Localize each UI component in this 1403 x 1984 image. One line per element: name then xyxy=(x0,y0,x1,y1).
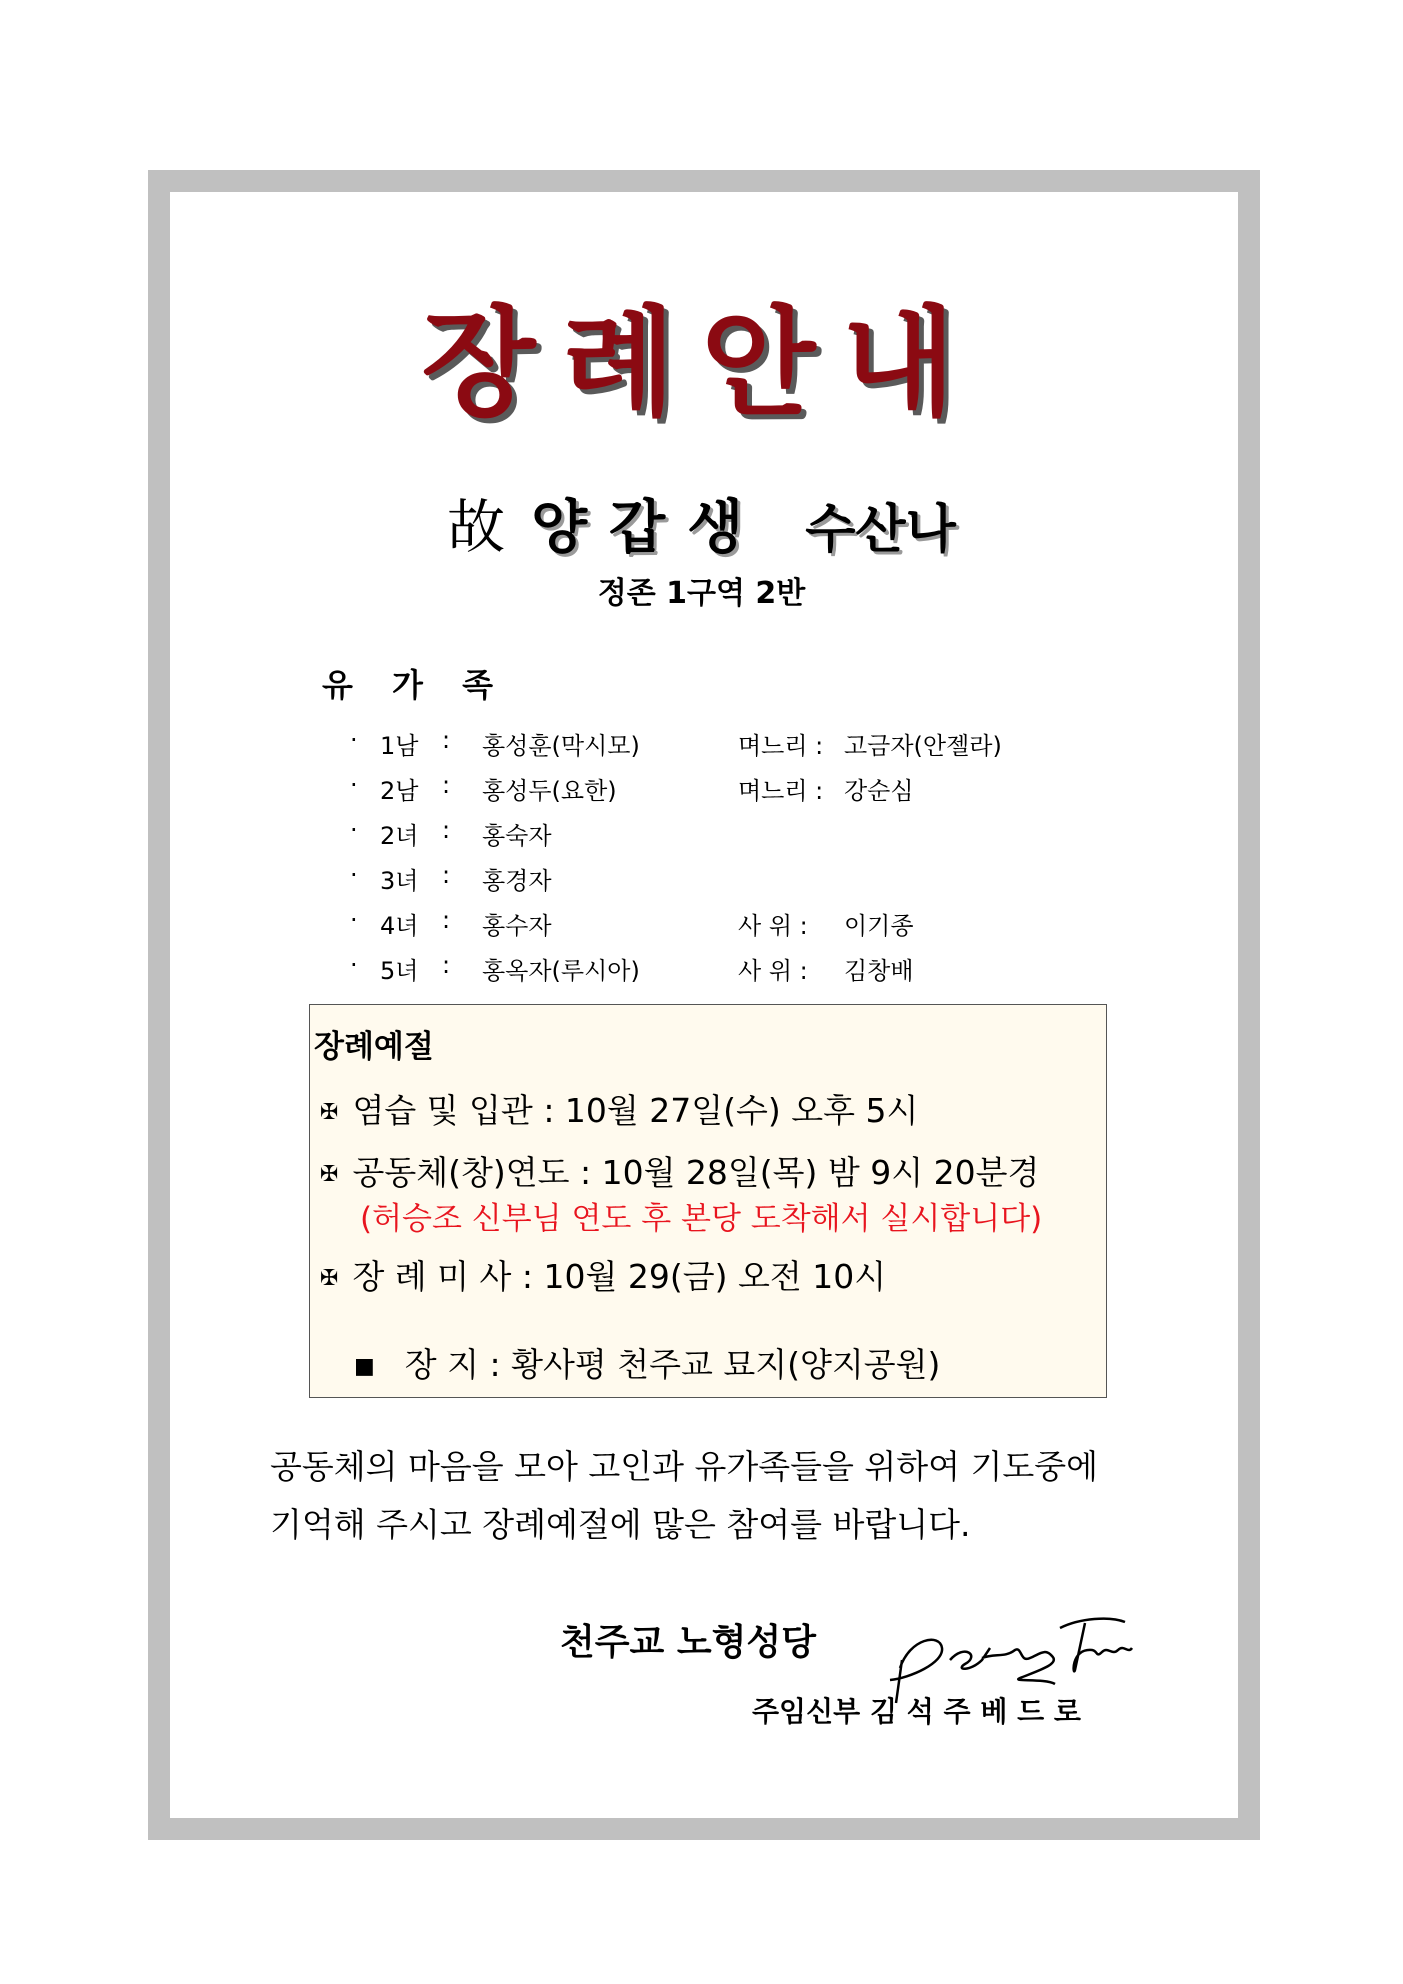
list-bullet: · xyxy=(350,771,358,799)
family-row xyxy=(350,951,1050,991)
burial-place xyxy=(354,1339,940,1386)
rites-title: 장례예절 xyxy=(314,1029,434,1065)
family-relation: 4녀 xyxy=(380,912,419,940)
funeral-rites-box xyxy=(309,1004,1107,1398)
list-bullet: · xyxy=(350,726,358,754)
family-relation: 1남 xyxy=(380,732,419,760)
family-name: 홍성두(요한) xyxy=(482,777,617,805)
list-bullet: · xyxy=(350,906,358,934)
deceased-prefix: 故 xyxy=(447,493,506,561)
list-bullet: · xyxy=(350,861,358,889)
family-relation: 5녀 xyxy=(380,957,419,985)
cross-icon: ✠ xyxy=(320,1162,339,1187)
family-row xyxy=(350,771,1050,811)
deceased-saint-name: 수산나 xyxy=(805,500,956,560)
burial-detail: : 황사평 천주교 묘지(양지공원) xyxy=(489,1345,941,1384)
church-name: 천주교 노형성당 xyxy=(560,1622,816,1663)
family-name: 홍성훈(막시모) xyxy=(482,732,640,760)
message-line: 공동체의 마음을 모아 고인과 유가족들을 위하여 기도중에 xyxy=(270,1447,1099,1486)
family-colon: : xyxy=(442,906,451,934)
closing-message xyxy=(270,1438,1150,1554)
family-colon: : xyxy=(442,816,451,844)
rite-label: 염습 및 입관 xyxy=(352,1091,533,1130)
family-relation: 2남 xyxy=(380,777,419,805)
family-relation-secondary: 며느리 : xyxy=(738,777,824,805)
family-relation: 2녀 xyxy=(380,822,419,850)
list-bullet: · xyxy=(350,951,358,979)
rite-detail: : 10월 28일(목) 밤 9시 20분경 xyxy=(579,1153,1040,1192)
family-name: 홍수자 xyxy=(482,912,552,940)
family-colon: : xyxy=(442,951,451,979)
rite-event xyxy=(320,1251,886,1298)
family-relation-secondary: 며느리 : xyxy=(738,732,824,760)
message-line: 기억해 주시고 장례예절에 많은 참여를 바랍니다. xyxy=(270,1505,971,1544)
rite-label: 장 례 미 사 xyxy=(352,1257,512,1296)
deceased-heading xyxy=(0,480,1403,564)
family-colon: : xyxy=(442,726,451,754)
family-name: 홍옥자(루시아) xyxy=(482,957,640,985)
rite-event xyxy=(320,1085,918,1132)
priest-name: 주임신부 김 석 주 베 드 로 xyxy=(752,1695,1081,1728)
rite-label: 공동체(창)연도 xyxy=(352,1153,570,1192)
burial-label: 장 지 xyxy=(404,1345,480,1384)
rite-note: (허승조 신부님 연도 후 본당 도착해서 실시합니다) xyxy=(360,1201,1043,1237)
list-bullet: · xyxy=(350,816,358,844)
deceased-name: 양갑생 xyxy=(531,493,766,561)
family-row xyxy=(350,906,1050,946)
family-name: 홍숙자 xyxy=(482,822,552,850)
family-name-secondary: 강순심 xyxy=(844,777,914,805)
family-row xyxy=(350,816,1050,856)
cross-icon: ✠ xyxy=(320,1100,339,1125)
family-relation-secondary: 사 위 : xyxy=(738,912,808,940)
family-name-secondary: 김창배 xyxy=(844,957,914,985)
square-bullet-icon: ■ xyxy=(354,1354,375,1379)
rite-detail: : 10월 27일(수) 오후 5시 xyxy=(543,1091,919,1130)
rite-event xyxy=(320,1147,1039,1194)
notice-title: 장례안내 xyxy=(421,294,982,432)
family-name-secondary: 이기종 xyxy=(844,912,914,940)
family-colon: : xyxy=(442,771,451,799)
family-relation-secondary: 사 위 : xyxy=(738,957,808,985)
cross-icon: ✠ xyxy=(320,1266,339,1291)
family-heading: 유 가 족 xyxy=(322,666,508,704)
family-name-secondary: 고금자(안젤라) xyxy=(844,732,1002,760)
family-row xyxy=(350,861,1050,901)
rite-detail: : 10월 29(금) 오전 10시 xyxy=(521,1257,887,1296)
family-name: 홍경자 xyxy=(482,867,552,895)
family-row xyxy=(350,726,1050,766)
family-relation: 3녀 xyxy=(380,867,419,895)
family-colon: : xyxy=(442,861,451,889)
deceased-address: 정존 1구역 2반 xyxy=(597,576,806,611)
